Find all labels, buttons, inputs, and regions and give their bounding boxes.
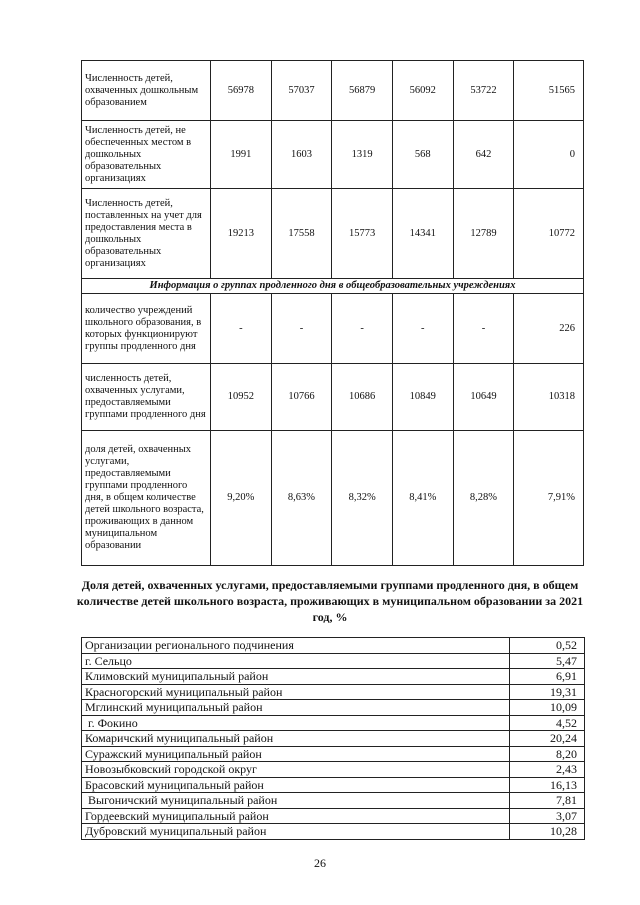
value-cell: 10766 <box>271 364 332 431</box>
value-cell: 10772 <box>514 189 584 279</box>
district-name: Гордеевский муниципальный район <box>82 808 510 824</box>
value-cell: 51565 <box>514 61 584 121</box>
value-cell: 568 <box>392 121 453 189</box>
value-cell: 1319 <box>332 121 393 189</box>
district-table-body <box>82 638 585 840</box>
value-cell: 57037 <box>271 61 332 121</box>
table-row <box>82 189 584 279</box>
value-cell: 9,20% <box>211 431 272 566</box>
row-label: количество учреждений школьного образования, в которых функционируют группы продленного дня <box>82 294 211 364</box>
district-value: 8,20 <box>510 746 585 762</box>
district-value: 10,28 <box>510 824 585 840</box>
table-row <box>82 61 584 121</box>
district-row <box>82 715 585 731</box>
value-cell: 12789 <box>453 189 514 279</box>
district-row <box>82 638 585 654</box>
district-value: 16,13 <box>510 777 585 793</box>
value-cell: 17558 <box>271 189 332 279</box>
district-table <box>81 637 585 840</box>
section-header-row <box>82 279 584 294</box>
value-cell: 10649 <box>453 364 514 431</box>
district-row <box>82 653 585 669</box>
district-row <box>82 731 585 747</box>
district-name: Климовский муниципальный район <box>82 669 510 685</box>
district-row <box>82 746 585 762</box>
district-name: Дубровский муниципальный район <box>82 824 510 840</box>
district-row <box>82 762 585 778</box>
value-cell: 10318 <box>514 364 584 431</box>
district-name: Мглинский муниципальный район <box>82 700 510 716</box>
value-cell: 1991 <box>211 121 272 189</box>
value-cell: 14341 <box>392 189 453 279</box>
table-row <box>82 364 584 431</box>
table-row <box>82 294 584 364</box>
district-value: 5,47 <box>510 653 585 669</box>
district-value: 6,91 <box>510 669 585 685</box>
value-cell: 7,91% <box>514 431 584 566</box>
value-cell: 10849 <box>392 364 453 431</box>
value-cell: 56978 <box>211 61 272 121</box>
row-label: численность детей, охваченных услугами, предоставляемыми группами продленного дня <box>82 364 211 431</box>
table-row <box>82 121 584 189</box>
district-name: Красногорский муниципальный район <box>82 684 510 700</box>
main-data-table-body <box>82 61 584 566</box>
district-value: 10,09 <box>510 700 585 716</box>
district-value: 7,81 <box>510 793 585 809</box>
value-cell: 1603 <box>271 121 332 189</box>
page-number: 26 <box>314 856 326 870</box>
value-cell: - <box>332 294 393 364</box>
district-value: 2,43 <box>510 762 585 778</box>
value-cell: 10952 <box>211 364 272 431</box>
district-row <box>82 824 585 840</box>
value-cell: 642 <box>453 121 514 189</box>
value-cell: 56092 <box>392 61 453 121</box>
district-row <box>82 808 585 824</box>
district-value: 20,24 <box>510 731 585 747</box>
district-name: Брасовский муниципальный район <box>82 777 510 793</box>
value-cell: 8,28% <box>453 431 514 566</box>
district-row <box>82 669 585 685</box>
value-cell: 15773 <box>332 189 393 279</box>
district-value: 0,52 <box>510 638 585 654</box>
row-label: Численность детей, охваченных дошкольным образованием <box>82 61 211 121</box>
table-caption: Доля детей, охваченных услугами, предоставляемыми группами продленного дня, в общем количестве детей школьного возраста, проживающих в муниципальном образовании за 2021 год, % <box>76 578 584 624</box>
value-cell: - <box>392 294 453 364</box>
value-cell: 53722 <box>453 61 514 121</box>
district-name: г. Сельцо <box>82 653 510 669</box>
district-name: Комаричский муниципальный район <box>82 731 510 747</box>
row-label: доля детей, охваченных услугами, предоставляемыми группами продленного дня, в общем количестве детей школьного возраста, проживающих в данном муниципальном образовании <box>82 431 211 566</box>
value-cell: 56879 <box>332 61 393 121</box>
district-row <box>82 684 585 700</box>
value-cell: 19213 <box>211 189 272 279</box>
district-name: Суражский муниципальный район <box>82 746 510 762</box>
value-cell: - <box>271 294 332 364</box>
district-name: Выгоничский муниципальный район <box>82 793 510 809</box>
row-label: Численность детей, поставленных на учет для предоставления места в дошкольных образовательных организациях <box>82 189 211 279</box>
table-row <box>82 431 584 566</box>
value-cell: - <box>211 294 272 364</box>
value-cell: 8,63% <box>271 431 332 566</box>
district-name: Организации регионального подчинения <box>82 638 510 654</box>
district-value: 3,07 <box>510 808 585 824</box>
section-header: Информация о группах продленного дня в общеобразовательных учреждениях <box>82 279 584 294</box>
value-cell: 8,41% <box>392 431 453 566</box>
row-label: Численность детей, не обеспеченных местом в дошкольных образовательных организациях <box>82 121 211 189</box>
district-row <box>82 777 585 793</box>
main-data-table <box>81 60 584 566</box>
district-value: 4,52 <box>510 715 585 731</box>
district-row <box>82 793 585 809</box>
value-cell: 8,32% <box>332 431 393 566</box>
value-cell: 10686 <box>332 364 393 431</box>
district-name: Новозыбковский городской округ <box>82 762 510 778</box>
value-cell: 0 <box>514 121 584 189</box>
district-value: 19,31 <box>510 684 585 700</box>
district-row <box>82 700 585 716</box>
value-cell: 226 <box>514 294 584 364</box>
value-cell: - <box>453 294 514 364</box>
district-name: г. Фокино <box>82 715 510 731</box>
